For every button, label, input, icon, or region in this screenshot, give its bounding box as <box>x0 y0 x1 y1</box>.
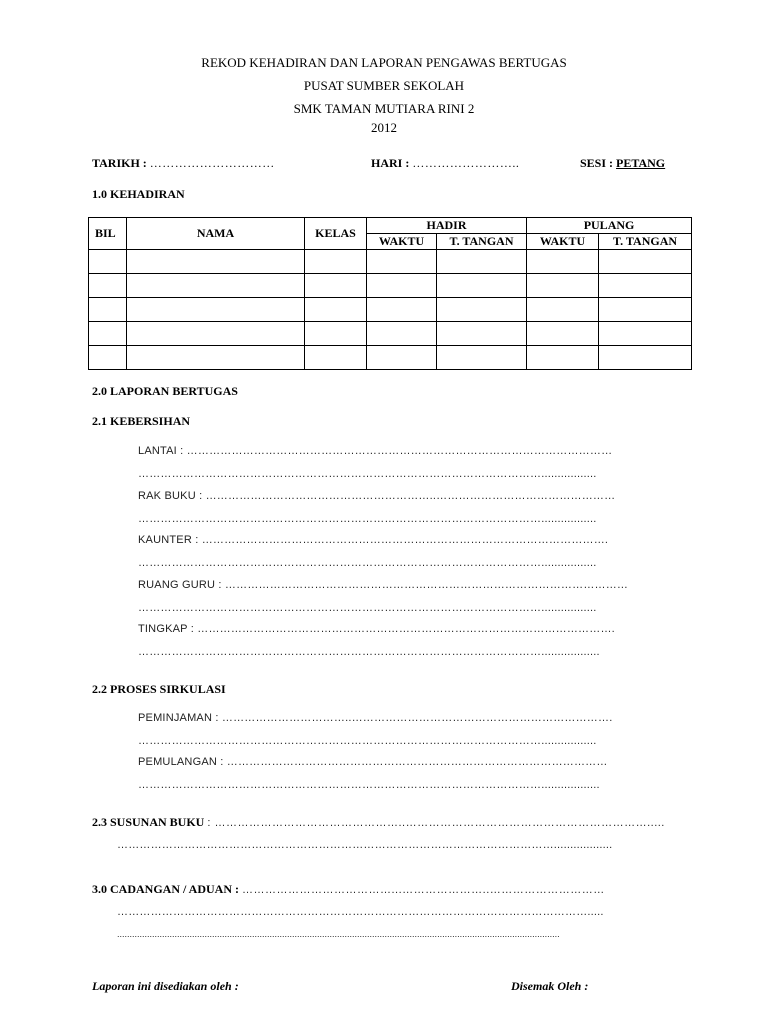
sesi-value: PETANG <box>616 156 666 170</box>
table-row <box>89 298 692 322</box>
section-kebersihan-title: 2.1 KEBERSIHAN <box>92 414 191 428</box>
table-cell[interactable] <box>367 322 437 346</box>
susunan-buku-field-cont[interactable]: ……………………………………………………………………………………………………….................. <box>117 839 613 851</box>
attendance-table <box>88 217 692 370</box>
rak-buku-field-cont[interactable]: ………………………………………………………………………………………………................. <box>138 513 597 525</box>
sesi-field <box>580 156 665 171</box>
table-cell[interactable] <box>305 274 367 298</box>
col-pulang-ttangan: T. TANGAN <box>599 234 692 250</box>
rak-buku-field[interactable]: RAK BUKU : ……………………………………………………..………………………………………… <box>138 490 616 502</box>
col-pulang: PULANG <box>527 218 692 234</box>
table-cell[interactable] <box>527 322 599 346</box>
col-hadir-ttangan: T. TANGAN <box>437 234 527 250</box>
prepared-by-label: Laporan ini disediakan oleh : <box>92 979 239 993</box>
table-cell[interactable] <box>127 250 305 274</box>
table-cell[interactable] <box>305 250 367 274</box>
lantai-field-cont[interactable]: ………………………………………………………………………………………………................. <box>138 468 597 480</box>
ruang-guru-field[interactable]: RUANG GURU : ……………………………………………………………………………………………… <box>138 579 629 591</box>
ruang-guru-field-cont[interactable]: ………………………………………………………………………………………………................. <box>138 602 597 614</box>
table-cell[interactable] <box>127 322 305 346</box>
table-row <box>89 322 692 346</box>
col-hadir-waktu: WAKTU <box>367 234 437 250</box>
kaunter-field[interactable]: KAUNTER : ………………………………………………………………………………………………. <box>138 534 609 546</box>
table-row <box>89 346 692 370</box>
table-cell[interactable] <box>437 274 527 298</box>
table-cell[interactable] <box>89 274 127 298</box>
table-cell[interactable] <box>367 298 437 322</box>
table-cell[interactable] <box>599 274 692 298</box>
col-nama: NAMA <box>127 218 305 250</box>
cadangan-aduan-field-cont-2[interactable]: ................................................................................................................................................................................. <box>117 929 560 939</box>
table-cell[interactable] <box>527 346 599 370</box>
cadangan-aduan-field-cont-1[interactable]: ………………………………………………………………………………………………………………..... <box>117 906 604 918</box>
tarikh-label: TARIKH : <box>92 156 147 170</box>
section-sirkulasi-title: 2.2 PROSES SIRKULASI <box>92 682 226 696</box>
doc-year: 2012 <box>371 120 397 135</box>
sesi-label: SESI : <box>580 156 614 170</box>
tingkap-field-cont[interactable]: ……………………………………………………………………………………………….................. <box>138 646 600 658</box>
peminjaman-field[interactable]: PEMINJAMAN : ……………………………..……………………………………………………………. <box>138 712 613 724</box>
table-cell[interactable] <box>89 250 127 274</box>
table-cell[interactable] <box>127 274 305 298</box>
table-cell[interactable] <box>437 322 527 346</box>
table-cell[interactable] <box>437 346 527 370</box>
table-cell[interactable] <box>89 346 127 370</box>
table-cell[interactable] <box>599 250 692 274</box>
tarikh-dots: ………………………… <box>149 156 275 170</box>
table-cell[interactable] <box>367 250 437 274</box>
section-susunan-buku <box>92 815 665 830</box>
hari-dots: …………………….. <box>412 156 520 170</box>
col-kelas: KELAS <box>305 218 367 250</box>
pemulangan-field[interactable]: PEMULANGAN : ………………………………………………………………………………………… <box>138 756 608 768</box>
tingkap-field[interactable]: TINGKAP : …………………………………………………………………………………………………. <box>138 623 615 635</box>
doc-title-3: SMK TAMAN MUTIARA RINI 2 <box>293 101 475 116</box>
section-laporan-title: 2.0 LAPORAN BERTUGAS <box>92 384 238 398</box>
section-kehadiran-title: 1.0 KEHADIRAN <box>92 187 185 201</box>
table-cell[interactable] <box>305 298 367 322</box>
table-row <box>89 250 692 274</box>
peminjaman-field-cont[interactable]: ………………………………………………………………………………………………................. <box>138 735 597 747</box>
table-cell[interactable] <box>527 298 599 322</box>
kaunter-field-cont[interactable]: ………………………………………………………………………………………………................. <box>138 557 597 569</box>
susunan-buku-dots[interactable]: : …………………………………………..………………………………………………………..... <box>207 817 665 829</box>
pemulangan-field-cont[interactable]: ……………………………………………………………………………………………….................. <box>138 779 600 791</box>
table-cell[interactable] <box>367 274 437 298</box>
cadangan-aduan-dots[interactable]: …………………………………...…………………..………………………… <box>242 884 605 896</box>
table-cell[interactable] <box>127 346 305 370</box>
tarikh-field <box>92 156 275 171</box>
cadangan-aduan-label: 3.0 CADANGAN / ADUAN : <box>92 882 239 896</box>
lantai-field[interactable]: LANTAI : …………………………………………………………………………………………………… <box>138 445 613 457</box>
section-cadangan-aduan <box>92 882 605 897</box>
table-cell[interactable] <box>437 298 527 322</box>
table-cell[interactable] <box>89 322 127 346</box>
col-bil: BIL <box>89 218 127 250</box>
table-cell[interactable] <box>527 274 599 298</box>
table-cell[interactable] <box>367 346 437 370</box>
table-cell[interactable] <box>127 298 305 322</box>
table-cell[interactable] <box>527 250 599 274</box>
table-cell[interactable] <box>89 298 127 322</box>
hari-label: HARI : <box>371 156 410 170</box>
table-row <box>89 274 692 298</box>
susunan-buku-label: 2.3 SUSUNAN BUKU <box>92 815 205 829</box>
col-pulang-waktu: WAKTU <box>527 234 599 250</box>
table-cell[interactable] <box>305 346 367 370</box>
checked-by-label: Disemak Oleh : <box>511 979 589 993</box>
doc-title-2: PUSAT SUMBER SEKOLAH <box>303 78 465 93</box>
table-cell[interactable] <box>437 250 527 274</box>
table-cell[interactable] <box>599 298 692 322</box>
table-cell[interactable] <box>305 322 367 346</box>
table-cell[interactable] <box>599 346 692 370</box>
doc-title-1: REKOD KEHADIRAN DAN LAPORAN PENGAWAS BERTUGAS <box>201 55 567 70</box>
table-cell[interactable] <box>599 322 692 346</box>
hari-field <box>371 156 519 171</box>
col-hadir: HADIR <box>367 218 527 234</box>
